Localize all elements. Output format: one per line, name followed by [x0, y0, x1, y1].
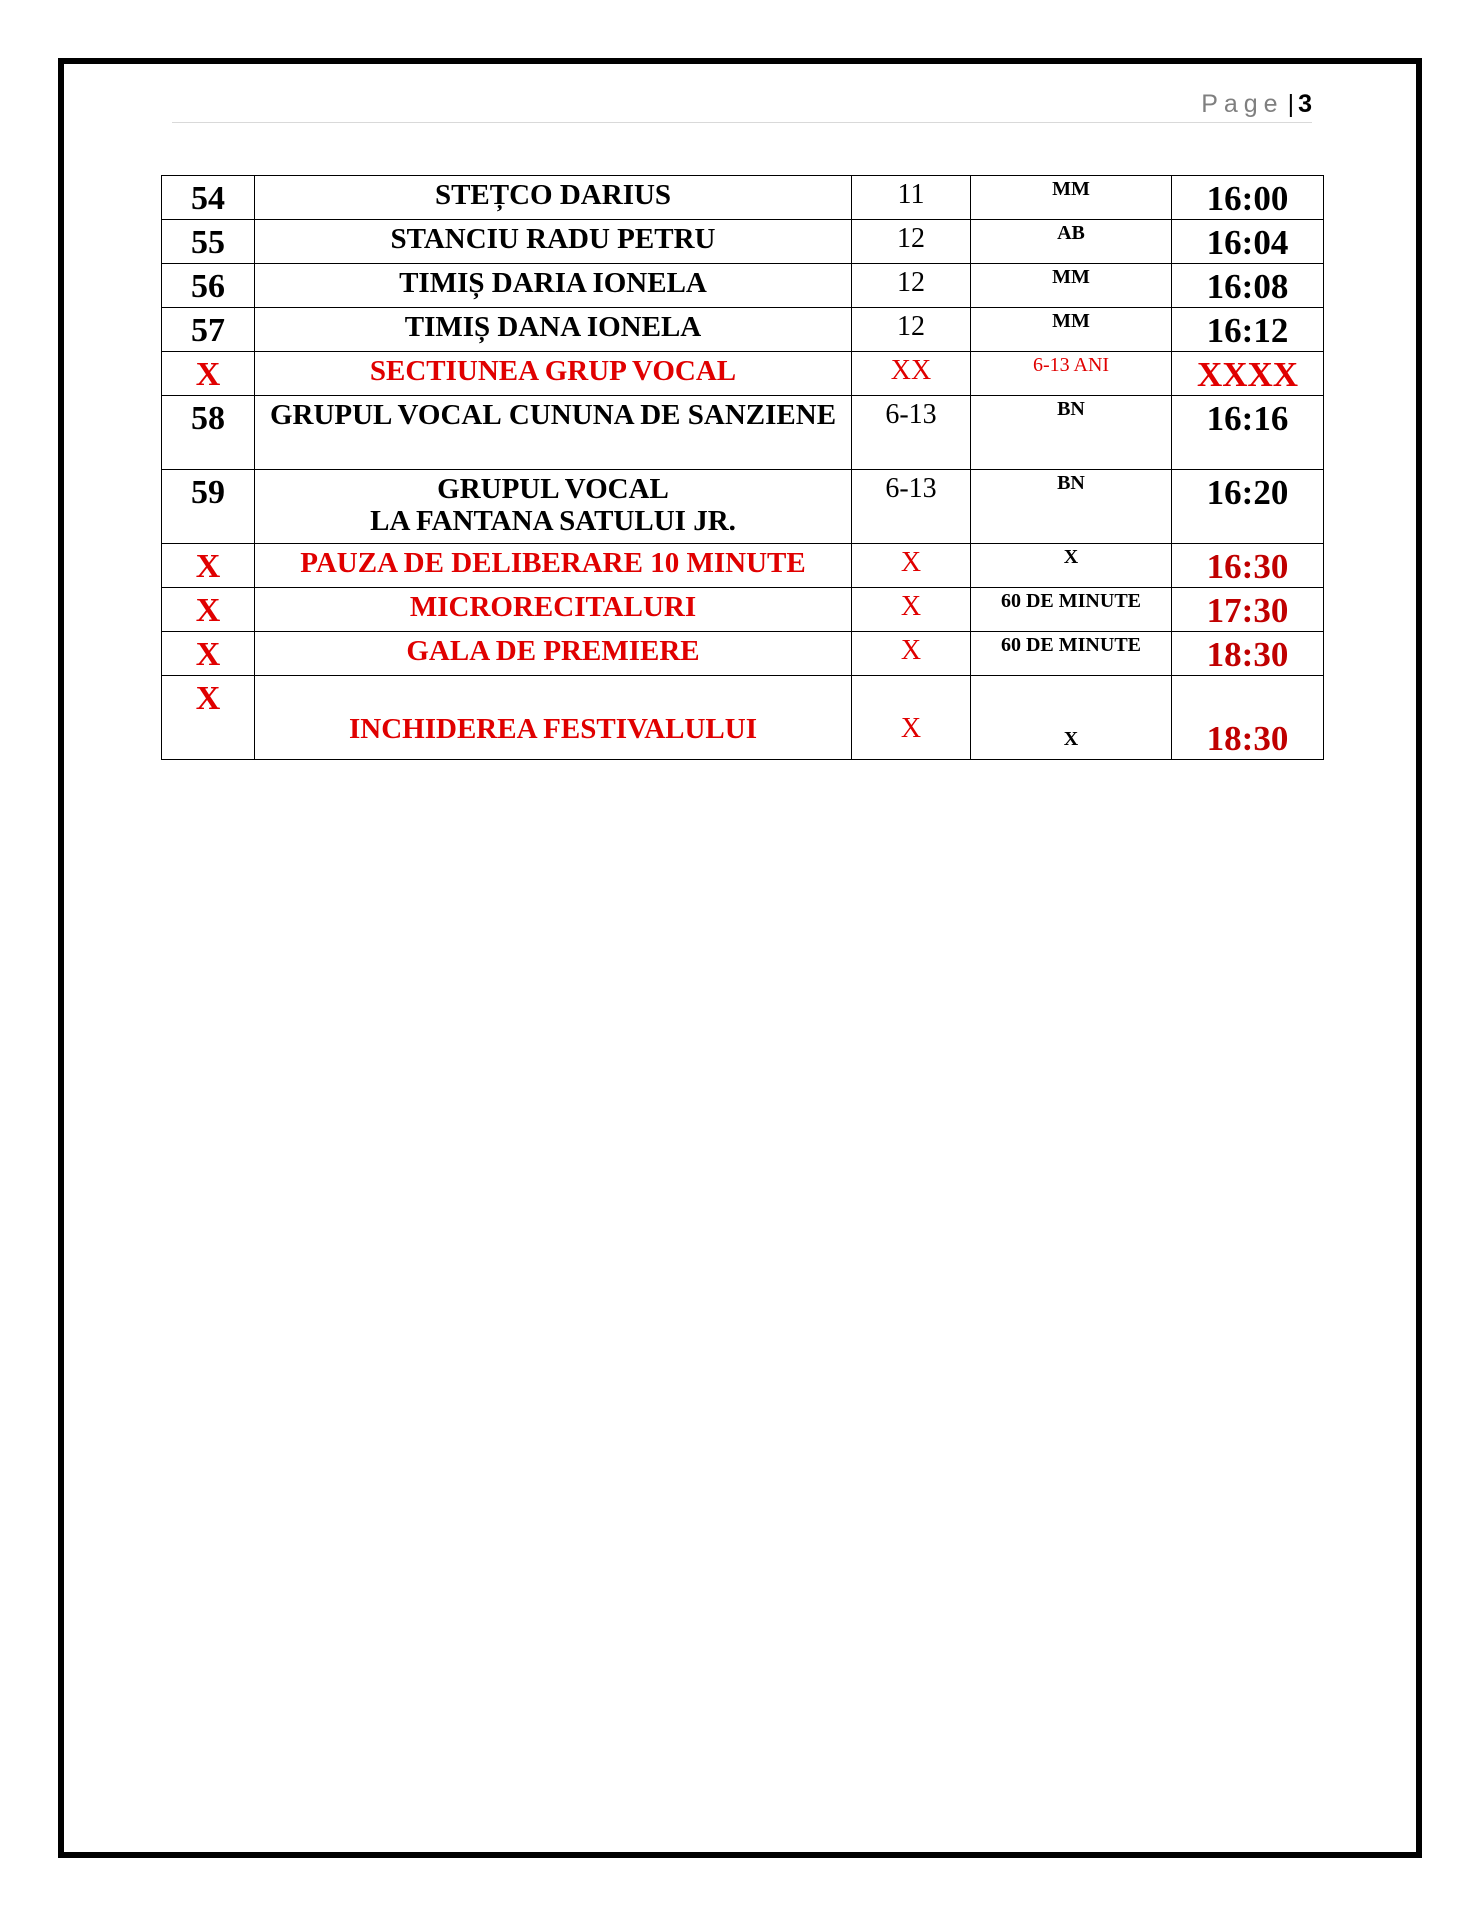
participant-name [255, 470, 852, 544]
event-category: 60 DE MINUTE [971, 588, 1172, 632]
participant-age: 12 [852, 220, 971, 264]
participant-age: 12 [852, 264, 971, 308]
participant-age: 11 [852, 176, 971, 220]
row-number: 59 [162, 470, 255, 544]
name-line: GRUPUL VOCAL [437, 473, 669, 505]
row-number: 55 [162, 220, 255, 264]
event-category: 60 DE MINUTE [971, 632, 1172, 676]
page-number: 3 [1298, 90, 1312, 118]
page-word: Page [1201, 90, 1284, 118]
participant-category: BN [971, 396, 1172, 470]
participant-age: 6-13 [852, 470, 971, 544]
page-header [172, 86, 1312, 123]
name-line: GRUPUL VOCAL [269, 399, 502, 431]
name-line: CUNUNA DE SANZIENE [508, 399, 837, 431]
event-row [162, 588, 1324, 632]
event-age: X [852, 544, 971, 588]
participant-category: MM [971, 176, 1172, 220]
page-number-label [1201, 90, 1312, 119]
table-row [162, 308, 1324, 352]
event-age: X [852, 632, 971, 676]
table-row [162, 176, 1324, 220]
participant-name: STANCIU RADU PETRU [255, 220, 852, 264]
schedule-table [161, 175, 1324, 760]
row-number: X [162, 352, 255, 396]
page-separator: | [1287, 90, 1295, 118]
performance-time: 16:08 [1172, 264, 1324, 308]
row-number: 54 [162, 176, 255, 220]
name-line: LA FANTANA SATULUI JR. [370, 504, 736, 537]
section-row [162, 352, 1324, 396]
event-row [162, 676, 1324, 760]
table-row [162, 396, 1324, 470]
performance-time: 16:04 [1172, 220, 1324, 264]
row-number: X [162, 632, 255, 676]
event-age: X [852, 676, 971, 760]
event-title: PAUZA DE DELIBERARE 10 MINUTE [255, 544, 852, 588]
event-time: 16:30 [1172, 544, 1324, 588]
section-age: XX [852, 352, 971, 396]
performance-time: 16:00 [1172, 176, 1324, 220]
event-category: X [971, 676, 1172, 760]
row-number: 57 [162, 308, 255, 352]
row-number: X [162, 676, 255, 760]
performance-time: 16:16 [1172, 396, 1324, 470]
event-title: MICRORECITALURI [255, 588, 852, 632]
participant-category: MM [971, 308, 1172, 352]
participant-name: TIMIȘ DANA IONELA [255, 308, 852, 352]
participant-age: 6-13 [852, 396, 971, 470]
performance-time: 16:12 [1172, 308, 1324, 352]
table-row [162, 264, 1324, 308]
event-row [162, 544, 1324, 588]
event-row [162, 632, 1324, 676]
participant-category: AB [971, 220, 1172, 264]
section-title: SECTIUNEA GRUP VOCAL [255, 352, 852, 396]
table-row [162, 220, 1324, 264]
participant-name: STEȚCO DARIUS [255, 176, 852, 220]
section-time: XXXX [1172, 352, 1324, 396]
section-category: 6-13 ANI [971, 352, 1172, 396]
participant-name: TIMIȘ DARIA IONELA [255, 264, 852, 308]
event-time: 18:30 [1172, 676, 1324, 760]
event-category: X [971, 544, 1172, 588]
event-time: 18:30 [1172, 632, 1324, 676]
participant-category: MM [971, 264, 1172, 308]
performance-time: 16:20 [1172, 470, 1324, 544]
row-number: 58 [162, 396, 255, 470]
row-number: X [162, 544, 255, 588]
row-number: 56 [162, 264, 255, 308]
event-age: X [852, 588, 971, 632]
event-time: 17:30 [1172, 588, 1324, 632]
table-row [162, 470, 1324, 544]
participant-name [255, 396, 852, 470]
participant-category: BN [971, 470, 1172, 544]
event-title: INCHIDEREA FESTIVALULUI [255, 676, 852, 760]
row-number: X [162, 588, 255, 632]
event-title: GALA DE PREMIERE [255, 632, 852, 676]
participant-age: 12 [852, 308, 971, 352]
